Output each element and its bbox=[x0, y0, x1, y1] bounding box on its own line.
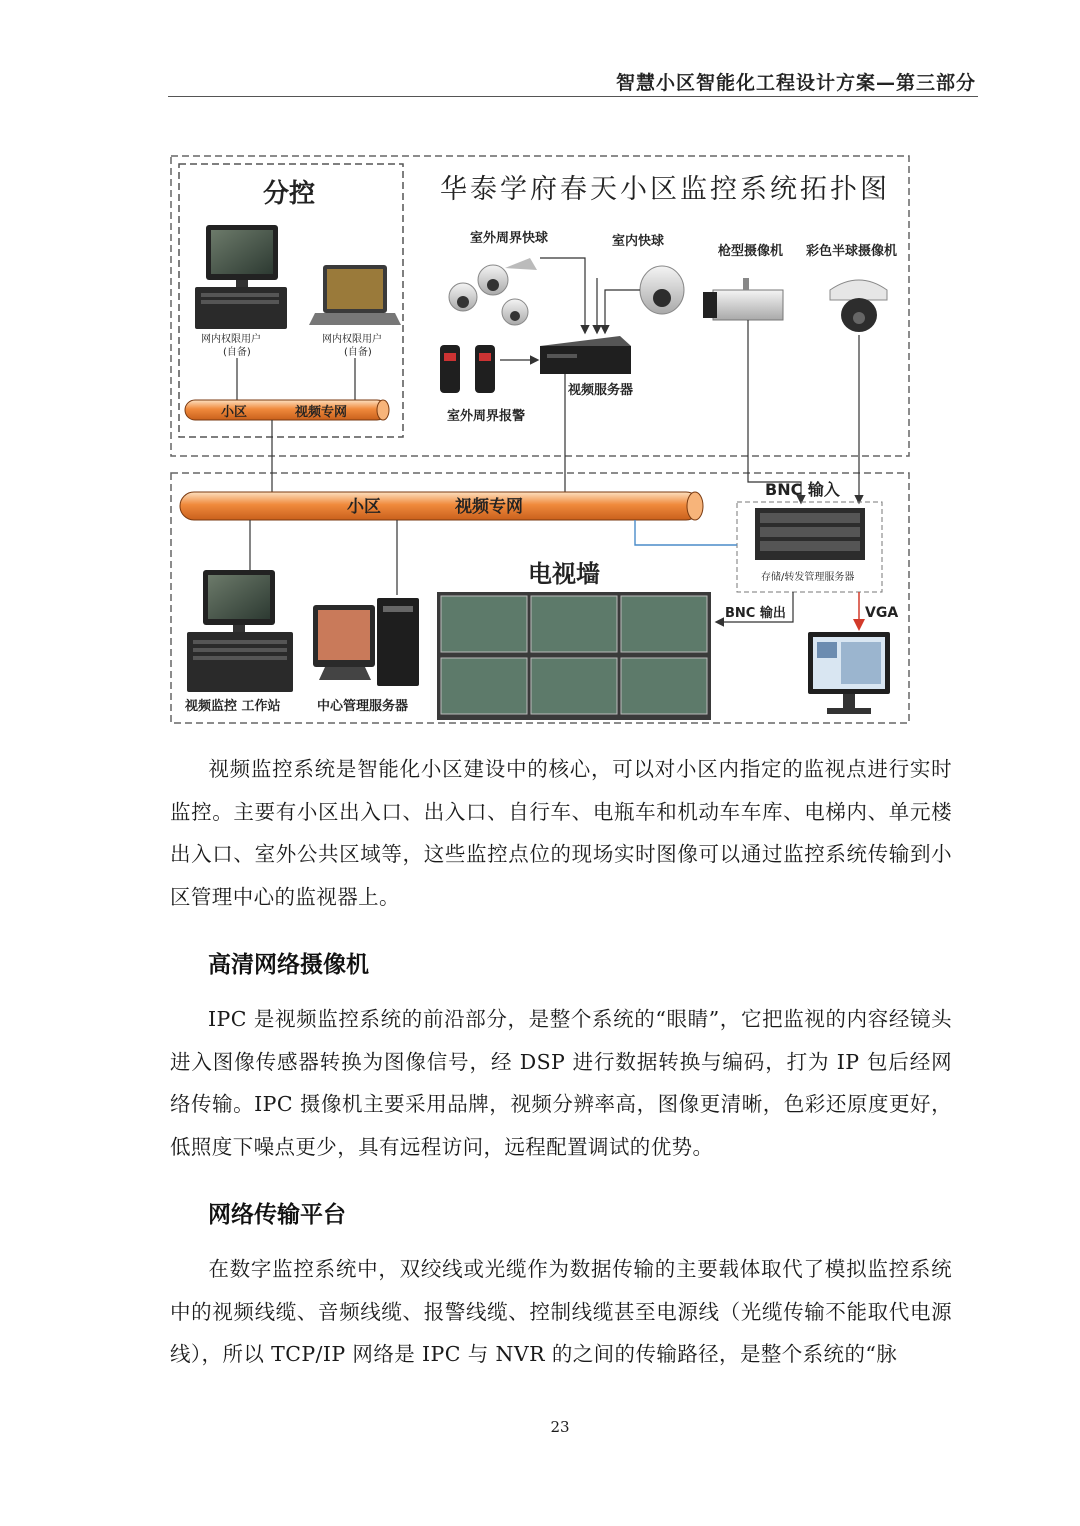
outdoor-alarm-label: 室外周界报警 bbox=[447, 409, 526, 424]
outdoor-alarm-icon bbox=[440, 345, 495, 393]
tv-wall-label: 电视墙 bbox=[528, 560, 600, 588]
bnc-input-label: BNC 输入 bbox=[765, 480, 840, 499]
intranet-user-2-label: 网内权限用户 bbox=[322, 334, 382, 345]
center-server-icon bbox=[313, 598, 419, 686]
branch-pipe-label-left: 小区 bbox=[221, 405, 248, 420]
outdoor-dome-label: 室外周界快球 bbox=[470, 231, 549, 246]
outdoor-dome-camera-icon bbox=[449, 258, 537, 325]
storage-server-label: 存储/转发管理服务器 bbox=[761, 572, 855, 583]
bnc-output-label: BNC 输出 bbox=[725, 606, 786, 621]
color-dome-label: 彩色半球摄像机 bbox=[806, 244, 898, 259]
header-title: 智慧小区智能化工程设计方案—第三部分 bbox=[615, 72, 976, 94]
main-pipe-label-left: 小区 bbox=[347, 497, 381, 517]
branch-pipe-label-right: 视频专网 bbox=[295, 405, 348, 420]
storage-server-icon bbox=[755, 508, 865, 560]
paragraph-intro: 视频监控系统是智能化小区建设中的核心，可以对小区内指定的监视点进行实时监控。主要有小区出入口、出入口、自行车、电瓶车和机动车车库、电梯内、单元楼出入口、室外公共区域等，这些监控点位的现场实时图像可以通过监控系统传输到小区管理中心的监视器上。 bbox=[170, 757, 952, 909]
branch-network-pipe bbox=[185, 400, 389, 420]
color-dome-camera-icon bbox=[830, 280, 887, 332]
video-server-label: 视频服务器 bbox=[568, 383, 634, 398]
tv-wall-grid bbox=[437, 592, 711, 720]
paragraph-network: 在数字监控系统中，双绞线或光缆作为数据传输的主要载体取代了模拟监控系统中的视频线缆、音频线缆、报警线缆、控制线缆甚至电源线（光缆传输不能取代电源线），所以 TCP/IP 网络是 IPC 与 NVR 的之间的传输路径，是整个系统的“脉 bbox=[170, 1257, 952, 1366]
workstation-label: 视频监控 工作站 bbox=[185, 699, 281, 714]
diagram-title: 华泰学府春天小区监控系统拓扑图 bbox=[440, 174, 890, 205]
page-number: 23 bbox=[550, 1418, 570, 1436]
indoor-dome-camera-icon bbox=[640, 266, 684, 314]
branch-control-label: 分控 bbox=[263, 179, 316, 209]
monitoring-workstation-icon bbox=[187, 570, 293, 692]
heading-network-platform: 网络传输平台 bbox=[208, 1202, 346, 1228]
header-rule bbox=[168, 96, 978, 97]
vga-label: VGA bbox=[865, 605, 899, 621]
center-server-label: 中心管理服务器 bbox=[317, 699, 409, 714]
topology-diagram bbox=[165, 150, 915, 730]
main-network-pipe bbox=[180, 492, 703, 520]
heading-hd-camera: 高清网络摄像机 bbox=[208, 952, 369, 978]
intranet-user-2-sub: (自备) bbox=[344, 347, 372, 358]
intranet-user-1-sub: (自备) bbox=[223, 347, 251, 358]
video-server-icon bbox=[540, 336, 631, 374]
bullet-camera-label: 枪型摄像机 bbox=[718, 244, 784, 259]
main-pipe-label-right: 视频专网 bbox=[455, 497, 523, 517]
bullet-camera-icon bbox=[703, 278, 783, 320]
paragraph-ipc: IPC 是视频监控系统的前沿部分，是整个系统的“眼睛”，它把监视的内容经镜头进入图像传感器转换为图像信号，经 DSP 进行数据转换与编码，打为 IP 包后经网络传输。IPC 摄像机主要采用品牌，视频分辨率高，图像更清晰，色彩还原度更好，低照度下噪点更少，具有远程访问，远程配置调试的优势。 bbox=[170, 1007, 952, 1159]
vga-monitor-icon bbox=[808, 632, 890, 714]
laptop-icon bbox=[309, 265, 401, 325]
intranet-user-1-label: 网内权限用户 bbox=[201, 334, 261, 345]
indoor-dome-label: 室内快球 bbox=[612, 234, 665, 249]
branch-workstation-icon bbox=[195, 225, 287, 329]
